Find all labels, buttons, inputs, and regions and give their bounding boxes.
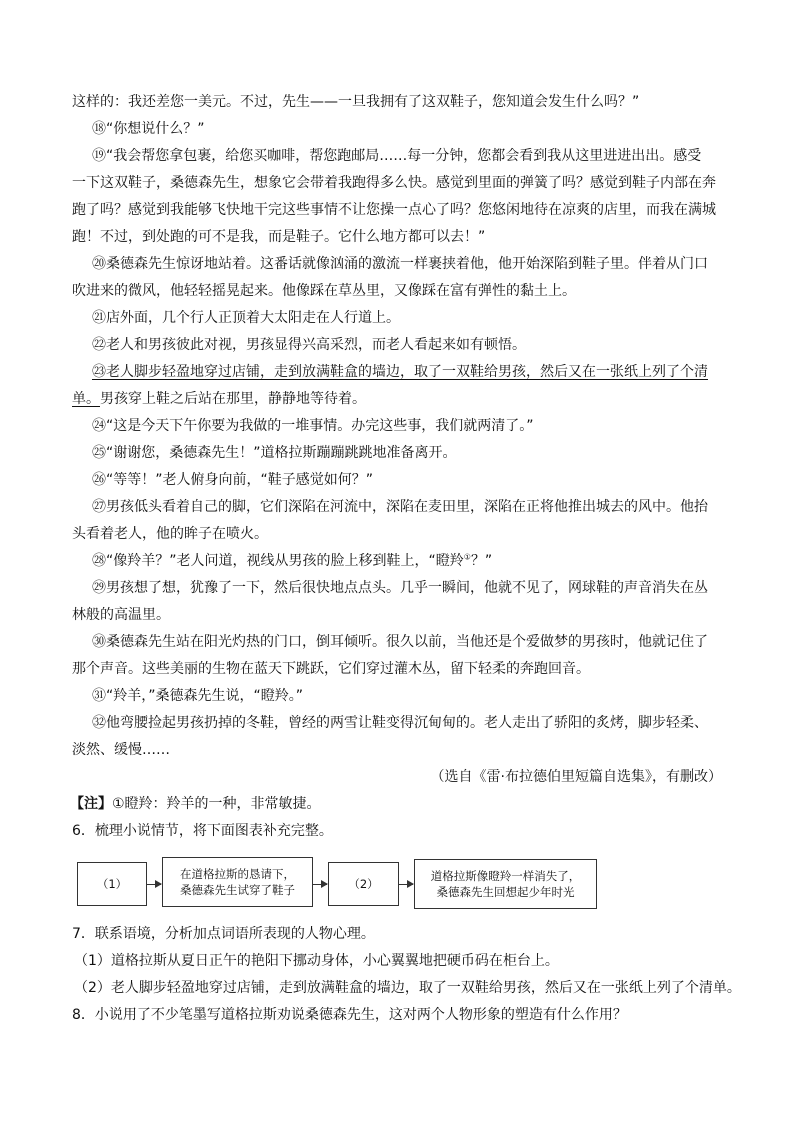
story-paragraph-29-line-1: ㉙男孩想了想，犹豫了一下，然后很快地点点头。几乎一瞬间，他就不见了，网球鞋的声音消失在丛 [92,580,708,596]
flowchart-box-2-line-2: 桑德森先生试穿了鞋子 [180,883,295,897]
story-paragraph-28-end: ？” [470,553,493,569]
story-paragraph-23-line-2 [72,389,366,409]
footnote-marker: ① [463,552,471,562]
story-paragraph-continuation: 这样的：我还差您一美元。不过，先生——一旦我拥有了这双鞋子，您知道会发生什么吗？” [72,94,640,110]
story-paragraph-28-text: ㉘“像羚羊？”老人问道，视线从男孩的脸上移到鞋上，“瞪羚 [92,553,464,569]
story-paragraph-21: ㉑店外面，几个行人正顶着大太阳走在人行道上。 [92,310,400,326]
story-paragraph-27-line-1: ㉗男孩低头看着自己的脚，它们深陷在河流中，深陷在麦田里，深陷在正将他推出城去的风中。他抬 [92,499,708,515]
story-paragraph-19-line-4: 跑！不过，到处跑的可不是我，而是鞋子。它什么地方都可以去！” [72,229,486,245]
story-paragraph-19-line-3: 跑了吗？感觉到我能够飞快地干完这些事情不让您操一点心了吗？您悠闲地待在凉爽的店里，而我在满城 [72,202,716,218]
footnote [70,794,321,814]
story-paragraph-23-underlined-end: 单。 [72,391,100,407]
flowchart-arrow-1 [147,884,161,885]
flowchart-box-1-label: （1） [96,877,128,891]
story-paragraph-20-line-1: ⑳桑德森先生惊讶地站着。这番话就像汹涌的激流一样裹挟着他，他开始深陷到鞋子里。伴着从门口 [92,256,708,272]
story-paragraph-30-line-1: ㉚桑德森先生站在阳光灼热的门口，倒耳倾听。很久以前，当他还是个爱做梦的男孩时，他就记住了 [92,634,708,650]
story-paragraph-23-rest: 男孩穿上鞋之后站在那里，静静地等待着。 [100,391,366,407]
question-7-part-1: （1）道格拉斯从夏日正午的艳阳下挪动身体，小心翼翼地把硬币码在柜台上。 [74,953,559,969]
story-paragraph-23-line-1: ㉓老人脚步轻盈地穿过店铺，走到放满鞋盒的墙边，取了一双鞋给男孩，然后又在一张纸上列了个清 [92,364,708,380]
story-paragraph-27-line-2: 头看着老人，他的眸子在喷火。 [72,526,268,542]
story-paragraph-20-line-2: 吹进来的微风，他轻轻摇晃起来。他像踩在草丛里，又像踩在富有弹性的黏土上。 [72,283,576,299]
story-paragraph-22: ㉒老人和男孩彼此对视，男孩显得兴高采烈，而老人看起来如有顿悟。 [92,337,526,353]
flowchart-box-3-label: （2） [348,877,379,891]
flowchart-arrow-3 [399,884,413,885]
story-paragraph-24: ㉔“这是今天下午你要为我做的一堆事情。办完这些事，我们就两清了。” [92,418,534,434]
story-paragraph-30-line-2: 那个声音。这些美丽的生物在蓝天下跳跃，它们穿过灌木丛，留下轻柔的奔跑回音。 [72,661,590,677]
flowchart-box-4 [414,859,597,909]
story-source: （选自《雷·布拉德伯里短篇自选集》，有删改） [430,769,722,785]
question-7: 7．联系语境，分析加点词语所表现的人物心理。 [72,926,375,942]
story-paragraph-28 [92,551,492,571]
question-6: 6．梳理小说情节，将下面图表补充完整。 [72,823,333,839]
flowchart-box-2-line-1: 在道格拉斯的恳请下， [180,867,295,881]
story-paragraph-26: ㉖“等等！”老人俯身向前，“鞋子感觉如何？” [92,472,374,488]
story-paragraph-19-line-2: 一下这双鞋子，桑德森先生，想象它会带着我跑得多么快。感觉到里面的弹簧了吗？感觉到鞋子内部在奔 [72,175,716,191]
story-paragraph-32-line-1: ㉜他弯腰捡起男孩扔掉的冬鞋，曾经的两雪让鞋变得沉甸甸的。老人走出了骄阳的炙烤，脚步轻柔、 [92,715,708,731]
footnote-label: 【注】 [70,796,112,812]
flowchart-box-4-line-1: 道格拉斯像瞪羚一样消失了， [430,869,581,883]
footnote-text: ①瞪羚：羚羊的一种，非常敏捷。 [112,796,321,812]
flowchart-box-1[interactable] [77,862,147,906]
flowchart-arrow-2 [313,884,327,885]
flowchart-box-2 [162,857,313,907]
story-paragraph-19-line-1: ⑲“我会帮您拿包裹，给您买咖啡，帮您跑邮局……每一分钟，您都会看到我从这里进进出出。感受 [92,148,702,164]
flowchart-box-3[interactable] [328,862,399,906]
story-paragraph-32-line-2: 淡然、缓慢…… [72,742,170,758]
question-8: 8．小说用了不少笔墨写道格拉斯劝说桑德森先生，这对两个人物形象的塑造有什么作用？ [72,1007,627,1023]
story-paragraph-18: ⑱“你想说什么？” [92,121,205,137]
story-paragraph-25: ㉕“谢谢您，桑德森先生！”道格拉斯蹦蹦跳跳地准备离开。 [92,445,457,461]
question-7-part-2: （2）老人脚步轻盈地穿过店铺，走到放满鞋盒的墙边，取了一双鞋给男孩，然后又在一张纸上列了个清单。 [74,980,741,996]
flowchart-box-4-line-2: 桑德森先生回想起少年时光 [436,885,575,899]
story-paragraph-31: ㉛“羚羊，”桑德森先生说，“瞪羚。” [92,688,304,704]
story-paragraph-29-line-2: 林般的高温里。 [72,607,170,623]
